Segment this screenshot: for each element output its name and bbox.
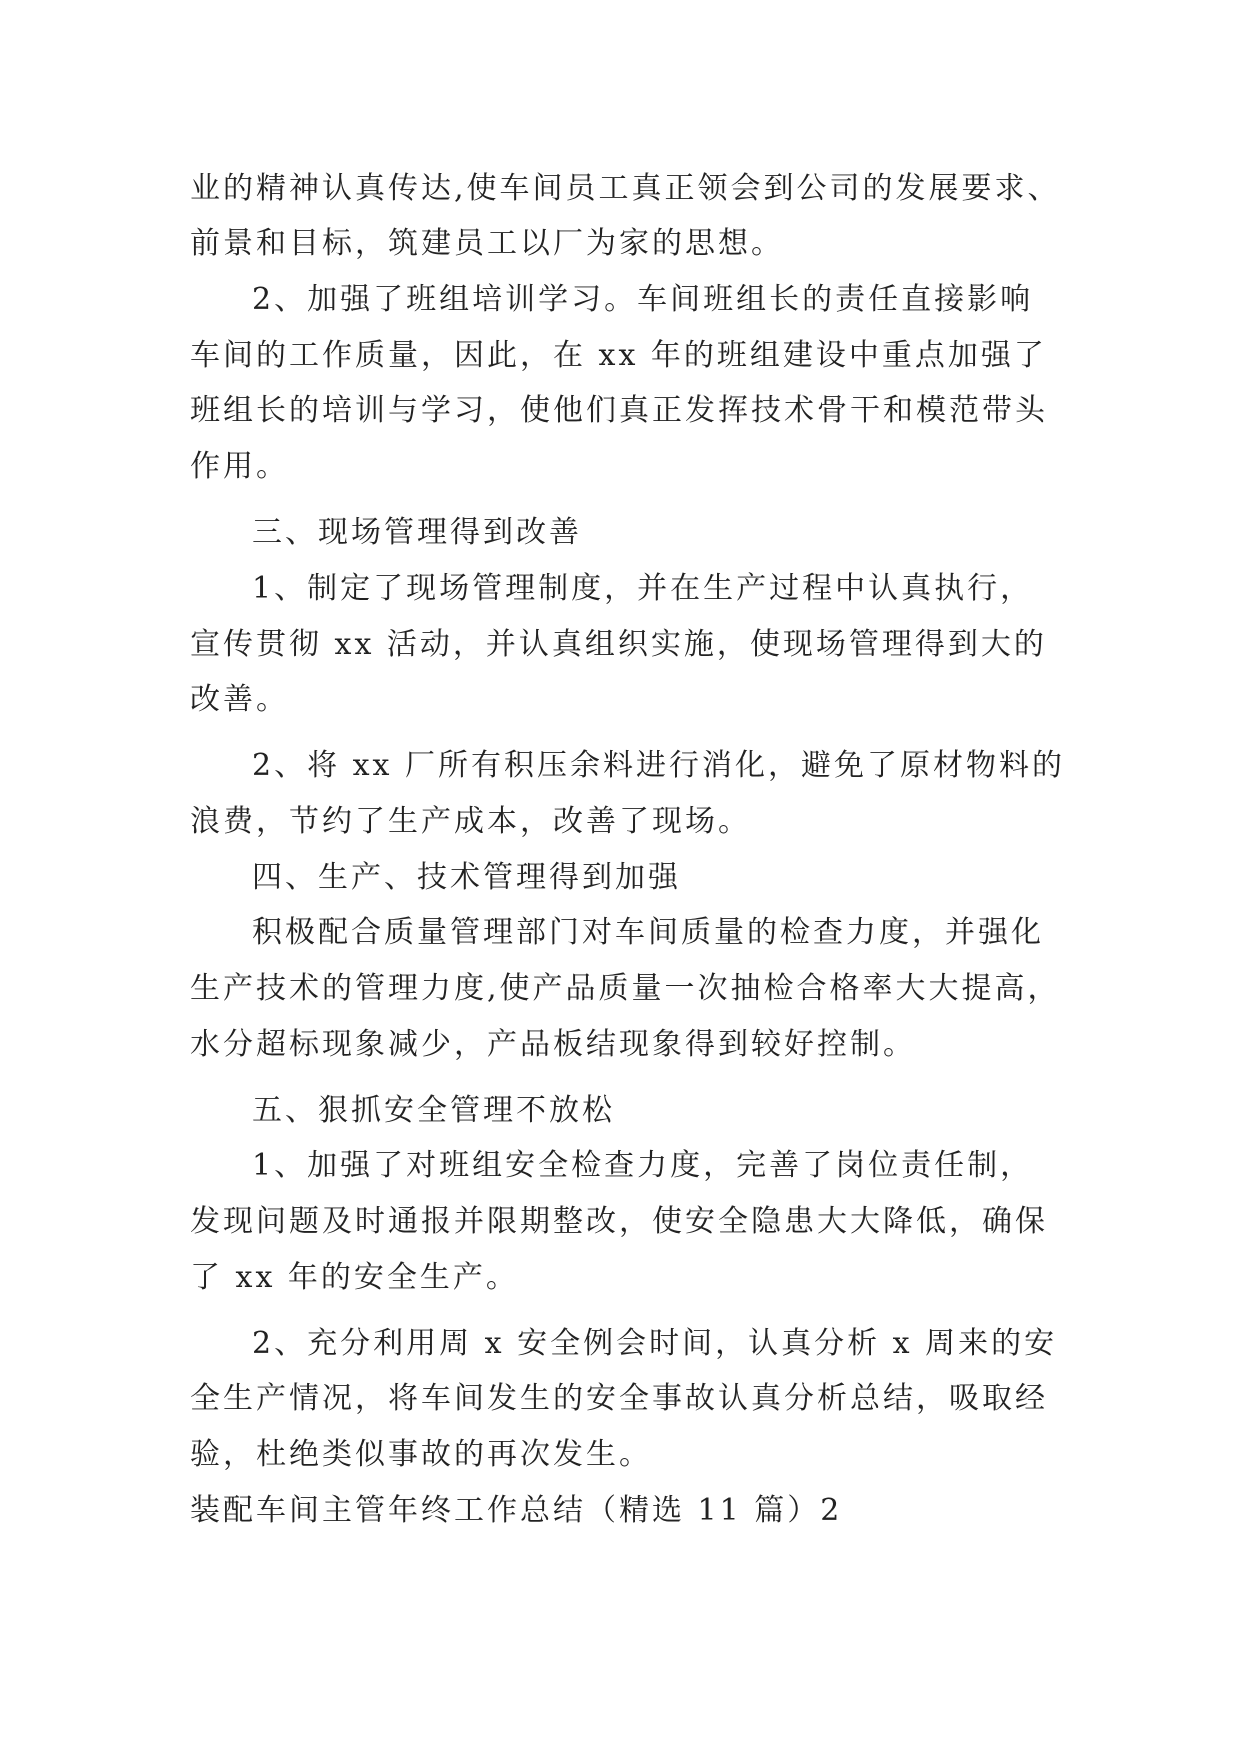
text-line: 发现问题及时通报并限期整改，使安全隐患大大降低，确保 xyxy=(190,1204,1048,1239)
text-line: 1、加强了对班组安全检查力度，完善了岗位责任制， xyxy=(252,1148,1034,1183)
text-line: 验，杜绝类似事故的再次发生。 xyxy=(190,1437,652,1472)
text-line: 生产技术的管理力度,使产品质量一次抽检合格率大大提高， xyxy=(190,971,1061,1006)
text-line: 改善。 xyxy=(190,682,289,717)
text-line: 业的精神认真传达,使车间员工真正领会到公司的发展要求、 xyxy=(190,171,1061,206)
text-line: 2、加强了班组培训学习。车间班组长的责任直接影响 xyxy=(252,282,1034,317)
text-line: 了 xx 年的安全生产。 xyxy=(190,1260,519,1295)
section-heading: 五、狠抓安全管理不放松 xyxy=(252,1093,615,1128)
text-line: 宣传贯彻 xx 活动，并认真组织实施，使现场管理得到大的 xyxy=(190,627,1047,662)
text-line: 1、制定了现场管理制度，并在生产过程中认真执行， xyxy=(252,571,1034,606)
text-line: 班组长的培训与学习，使他们真正发挥技术骨干和模范带头 xyxy=(190,393,1048,428)
text-line: 浪费，节约了生产成本，改善了现场。 xyxy=(190,804,751,839)
text-line: 前景和目标，筑建员工以厂为家的思想。 xyxy=(190,226,784,261)
document-title: 装配车间主管年终工作总结（精选 11 篇）2 xyxy=(190,1493,843,1528)
text-line: 2、将 xx 厂所有积压余料进行消化，避免了原材物料的 xyxy=(252,748,1065,783)
text-line: 全生产情况，将车间发生的安全事故认真分析总结，吸取经 xyxy=(190,1381,1048,1416)
text-line: 积极配合质量管理部门对车间质量的检查力度，并强化 xyxy=(252,915,1044,950)
section-heading: 三、现场管理得到改善 xyxy=(252,515,582,550)
text-line: 水分超标现象减少，产品板结现象得到较好控制。 xyxy=(190,1027,916,1062)
text-line: 2、充分利用周 x 安全例会时间，认真分析 x 周来的安 xyxy=(252,1326,1058,1361)
text-line: 车间的工作质量，因此，在 xx 年的班组建设中重点加强了 xyxy=(190,338,1047,373)
text-line: 作用。 xyxy=(190,449,289,484)
section-heading: 四、生产、技术管理得到加强 xyxy=(252,860,681,895)
